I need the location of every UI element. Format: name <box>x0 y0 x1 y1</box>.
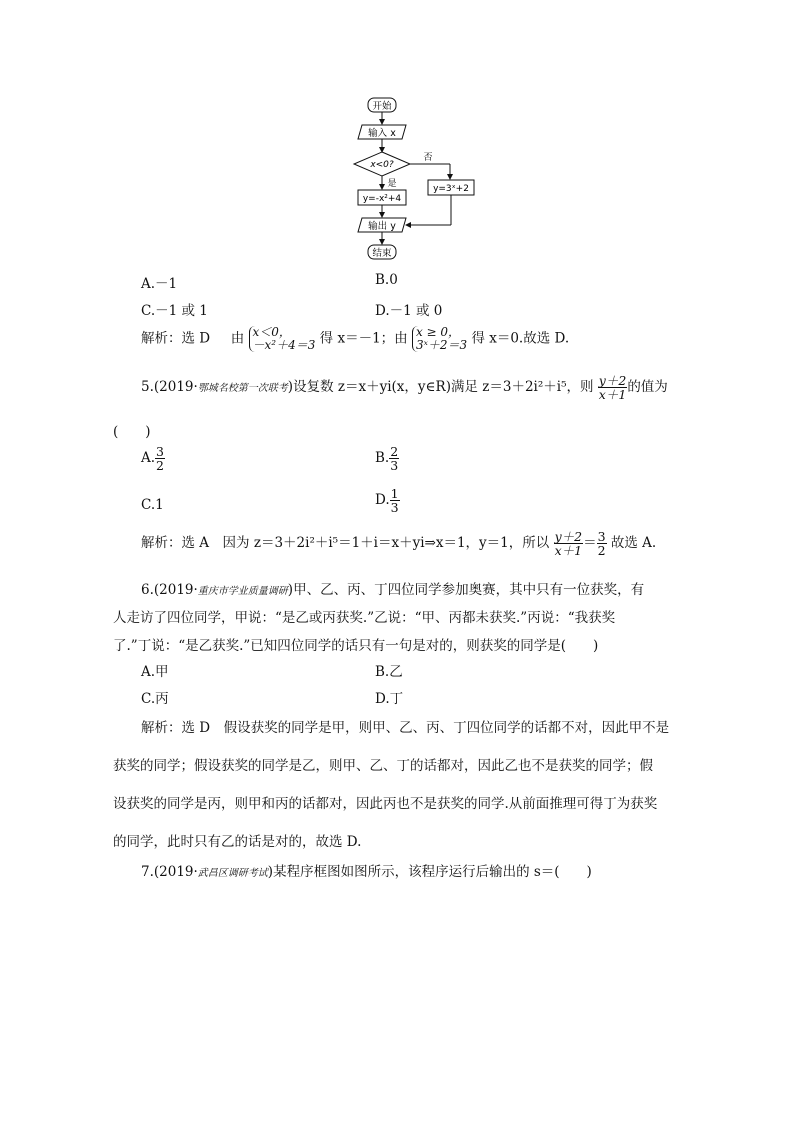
q6-analysis-line3: 设获奖的同学是丙，则甲和丙的话都对，因此丙也不是获奖的同学.从前面推理可得丁为获奖 <box>113 796 658 812</box>
q4-option-c: C.－1 或 1 <box>141 303 208 319</box>
q4-system-1 <box>249 326 316 352</box>
q5-option-b-label: B. <box>375 450 390 467</box>
flow-yes-label: 是 <box>387 179 397 189</box>
q6-line1: )甲、乙、丙、丁四位同学参加奥赛，其中只有一位获奖，有 <box>287 582 645 598</box>
q4-analysis-label: 解析：选 D <box>141 330 211 347</box>
q5-option-b-den: 3 <box>390 458 399 474</box>
q4-sol-pre: 由 <box>230 330 245 347</box>
flow-no-box-label: y=3ˣ+2 <box>433 184 469 194</box>
q5-fraction <box>598 374 628 401</box>
q4-system-2-line1: x ≥ 0， <box>415 325 461 339</box>
q6-option-b: B.乙 <box>375 664 403 680</box>
q5-option-d-label: D. <box>375 492 390 509</box>
q5-stem-a: )设复数 z＝x＋yi(x，y∈R)满足 z＝3＋2i²＋i⁵，则 <box>287 379 594 396</box>
q5-analysis-text: 解析：选 A 因为 z＝3＋2i²＋i⁵＝1＋i＝x＋yi⇒x＝1，y＝1，所以 <box>141 535 550 552</box>
flow-start-label: 开始 <box>372 101 392 112</box>
flow-end-label: 结束 <box>372 248 392 259</box>
q5-analysis-frac-den: x＋1 <box>554 543 583 559</box>
flow-input-label: 输入 x <box>368 128 396 139</box>
q5-analysis-eq: ＝ <box>583 535 597 552</box>
q4-sol-mid1: 得 x＝－1；由 <box>319 330 408 347</box>
q5-fraction-den: x＋1 <box>598 387 627 403</box>
q6-stem-line3: 了.”丁说：“是乙获奖.”已知四位同学的话只有一句是对的，则获奖的同学是( ) <box>113 638 599 654</box>
q5-analysis-frac-num: y＋2 <box>554 529 583 544</box>
q5-option-d-frac <box>390 487 400 514</box>
q5-option-d-den: 3 <box>390 500 399 516</box>
q5-option-b-num: 2 <box>390 444 399 459</box>
q5-option-c: C.1 <box>141 497 164 513</box>
q5-option-d-num: 1 <box>390 486 399 501</box>
q6-analysis-line1: 解析：选 D 假设获奖的同学是甲，则甲、乙、丙、丁四位同学的话都不对，因此甲不是 <box>141 720 670 736</box>
q5-analysis-result <box>597 530 607 557</box>
q6-stem-line2: 人走访了四位同学，甲说：“是乙或丙获奖.”乙说：“甲、丙都未获奖.”丙说：“我获奖 <box>113 610 616 626</box>
q5-option-a-frac <box>155 445 165 472</box>
q6-stem-line1 <box>141 578 644 598</box>
q5-option-b-frac <box>389 445 399 472</box>
q6-analysis-line2: 获奖的同学；假设获奖的同学是乙，则甲、乙、丁的话都对，因此乙也不是获奖的同学；假 <box>113 758 653 774</box>
q5-option-b <box>375 445 399 472</box>
q5-option-d <box>375 487 400 514</box>
q6-option-c: C.丙 <box>141 691 169 707</box>
flow-decision-label: x<0? <box>370 160 394 170</box>
q4-system-1-line2: －x²＋4＝3 <box>252 338 316 353</box>
q7-stem-text: )某程序框图如图所示，该程序运行后输出的 s＝( ) <box>267 864 592 880</box>
q4-system-2-line2: 3ˣ＋2＝3 <box>415 338 468 353</box>
q5-option-a-label: A. <box>141 450 156 467</box>
q5-analysis-result-den: 2 <box>597 543 606 559</box>
q4-system-2 <box>412 326 467 352</box>
q5-number: 5.(2019· <box>141 379 198 396</box>
q4-analysis <box>141 326 569 352</box>
q7-source: 武昌区调研考试 <box>197 868 268 879</box>
q4-system-1-line1: x＜0， <box>252 325 291 339</box>
flowchart <box>340 92 480 264</box>
q5-option-a-num: 3 <box>156 444 164 459</box>
q5-analysis-end: 故选 A. <box>610 535 657 552</box>
q4-sol-mid2: 得 x＝0.故选 D. <box>471 330 570 347</box>
q6-analysis-line4: 的同学，此时只有乙的话是对的，故选 D. <box>113 834 362 850</box>
q5-analysis-result-num: 3 <box>597 529 606 544</box>
q6-number: 6.(2019· <box>141 582 198 598</box>
flow-no-label: 否 <box>423 153 433 163</box>
q5-stem-b: 的值为 <box>627 379 668 396</box>
q5-analysis-frac <box>554 530 584 557</box>
q6-option-d: D.丁 <box>375 691 404 707</box>
flow-yes-box-label: y=-x²+4 <box>362 194 402 204</box>
q4-option-b: B.0 <box>375 272 398 288</box>
q7-number: 7.(2019· <box>141 864 198 880</box>
q5-paren: ( ) <box>113 424 151 440</box>
q5-source: 鄂城名校第一次联考 <box>197 383 288 395</box>
flow-output-label: 输出 y <box>368 221 396 232</box>
q6-option-a: A.甲 <box>141 664 169 680</box>
q5-stem <box>141 374 668 401</box>
q5-analysis <box>141 530 656 557</box>
q5-fraction-num: y＋2 <box>598 373 627 388</box>
q7-stem <box>141 860 592 880</box>
q4-option-d: D.－1 或 0 <box>375 303 443 319</box>
q4-option-a: A.－1 <box>141 276 178 292</box>
q6-source: 重庆市学业质量调研 <box>197 586 288 597</box>
q5-option-a-den: 2 <box>156 458 164 474</box>
q5-option-a <box>141 445 165 472</box>
